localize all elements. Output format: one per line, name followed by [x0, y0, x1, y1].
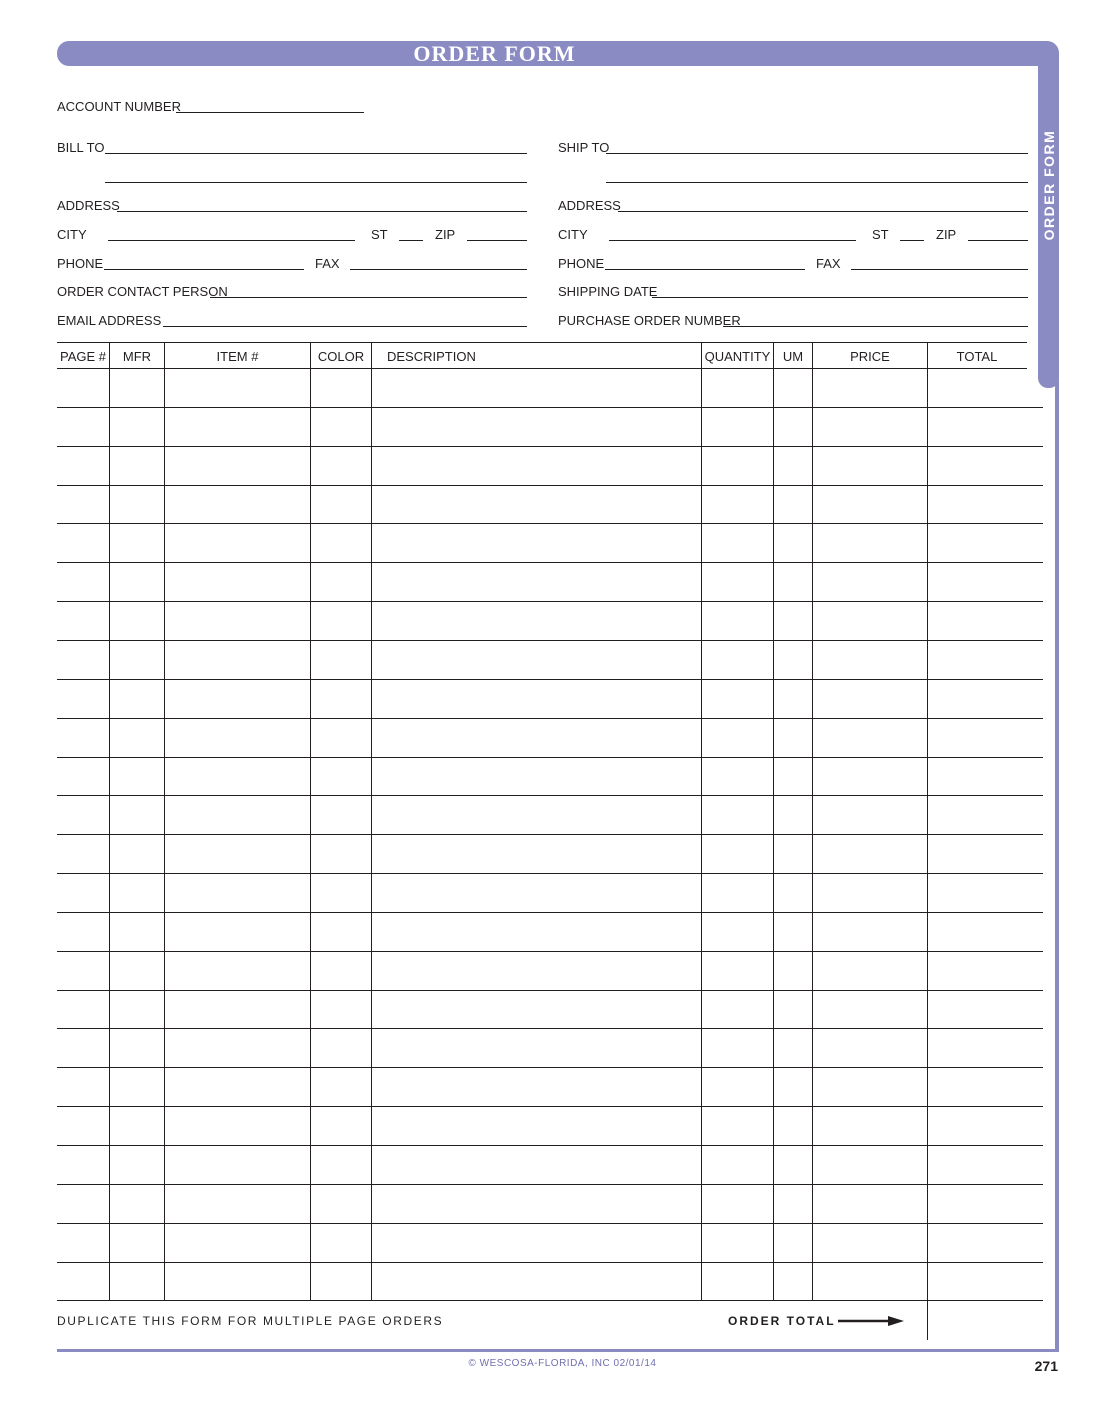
- ship-zip-field[interactable]: [968, 240, 1028, 241]
- table-row[interactable]: [57, 834, 1043, 835]
- table-row[interactable]: [57, 523, 1043, 524]
- table-row[interactable]: [57, 1067, 1043, 1068]
- ship-address-label: ADDRESS: [558, 198, 621, 213]
- col-header-mfr: MFR: [122, 349, 152, 364]
- purchase-order-field[interactable]: [723, 326, 1028, 327]
- email-label: EMAIL ADDRESS: [57, 313, 162, 328]
- account-number-label: ACCOUNT NUMBER: [57, 99, 181, 114]
- bill-city-label: CITY: [57, 227, 87, 242]
- table-row[interactable]: [57, 1106, 1043, 1107]
- copyright: © WESCOSA-FLORIDA, INC 02/01/14: [468, 1358, 657, 1369]
- ship-zip-label: ZIP: [936, 227, 957, 242]
- page-number: 271: [1034, 1358, 1058, 1374]
- table-row[interactable]: [57, 1184, 1043, 1185]
- footer-note: DUPLICATE THIS FORM FOR MULTIPLE PAGE ORDERS: [57, 1314, 444, 1328]
- table-row[interactable]: [57, 1223, 1043, 1224]
- ship-phone-field[interactable]: [605, 269, 805, 270]
- table-row[interactable]: [57, 446, 1043, 447]
- table-row[interactable]: [57, 990, 1043, 991]
- ship-phone-label: PHONE: [558, 256, 605, 271]
- table-row[interactable]: [57, 873, 1043, 874]
- shipping-date-field[interactable]: [652, 297, 1028, 298]
- ship-st-field[interactable]: [900, 240, 924, 241]
- arrow-right-icon: [838, 1314, 906, 1328]
- table-row[interactable]: [57, 640, 1043, 641]
- bill-address-field[interactable]: [117, 211, 527, 212]
- col-header-color: COLOR: [317, 349, 365, 364]
- bill-address-label: ADDRESS: [57, 198, 120, 213]
- table-row[interactable]: [57, 1028, 1043, 1029]
- bottom-border: [57, 1349, 1059, 1352]
- order-total-label: ORDER TOTAL: [728, 1314, 836, 1328]
- ship-fax-label: FAX: [816, 256, 841, 271]
- table-row[interactable]: [57, 679, 1043, 680]
- ship-city-field[interactable]: [609, 240, 856, 241]
- account-number-field[interactable]: [176, 112, 364, 113]
- bill-fax-label: FAX: [315, 256, 340, 271]
- table-row[interactable]: [57, 1262, 1043, 1263]
- side-tab-label: ORDER FORM: [1041, 129, 1057, 241]
- column-divider: [927, 342, 928, 1340]
- bill-phone-label: PHONE: [57, 256, 104, 271]
- right-border: [1055, 380, 1059, 1352]
- ship-city-label: CITY: [558, 227, 588, 242]
- form-title: ORDER FORM: [413, 41, 576, 66]
- table-row[interactable]: [57, 562, 1043, 563]
- col-header-um: UM: [782, 349, 804, 364]
- table-row[interactable]: [57, 912, 1043, 913]
- col-header-item: ITEM #: [216, 349, 259, 364]
- table-row[interactable]: [57, 1300, 1043, 1301]
- table-row[interactable]: [57, 407, 1043, 408]
- shipping-date-label: SHIPPING DATE: [558, 284, 658, 299]
- table-row[interactable]: [57, 795, 1043, 796]
- order-contact-field[interactable]: [210, 297, 527, 298]
- table-row[interactable]: [57, 757, 1043, 758]
- bill-st-label: ST: [371, 227, 388, 242]
- col-header-page: PAGE #: [59, 349, 106, 364]
- bill-zip-field[interactable]: [467, 240, 527, 241]
- bill-city-field[interactable]: [108, 240, 355, 241]
- bill-fax-field[interactable]: [350, 269, 527, 270]
- table-row[interactable]: [57, 601, 1043, 602]
- table-row[interactable]: [57, 718, 1043, 719]
- table-row[interactable]: [57, 485, 1043, 486]
- ship-st-label: ST: [872, 227, 889, 242]
- bill-zip-label: ZIP: [435, 227, 456, 242]
- ship-fax-field[interactable]: [851, 269, 1028, 270]
- bill-phone-field[interactable]: [104, 269, 304, 270]
- ship-address-field[interactable]: [618, 211, 1028, 212]
- bill-to-label: BILL TO: [57, 140, 105, 155]
- ship-to-field-2[interactable]: [606, 182, 1028, 183]
- header-rule: [57, 368, 1027, 369]
- email-field[interactable]: [163, 326, 527, 327]
- table-top-rule: [57, 342, 1027, 343]
- col-header-description: DESCRIPTION: [387, 349, 476, 364]
- purchase-order-label: PURCHASE ORDER NUMBER: [558, 313, 741, 328]
- col-header-price: PRICE: [850, 349, 890, 364]
- bill-to-field[interactable]: [105, 153, 527, 154]
- table-row[interactable]: [57, 951, 1043, 952]
- bill-to-field-2[interactable]: [105, 182, 527, 183]
- bill-st-field[interactable]: [399, 240, 423, 241]
- col-header-quantity: QUANTITY: [704, 349, 771, 364]
- order-contact-label: ORDER CONTACT PERSON: [57, 284, 228, 299]
- ship-to-label: SHIP TO: [558, 140, 610, 155]
- col-header-total: TOTAL: [956, 349, 998, 364]
- table-row[interactable]: [57, 1145, 1043, 1146]
- ship-to-field[interactable]: [606, 153, 1028, 154]
